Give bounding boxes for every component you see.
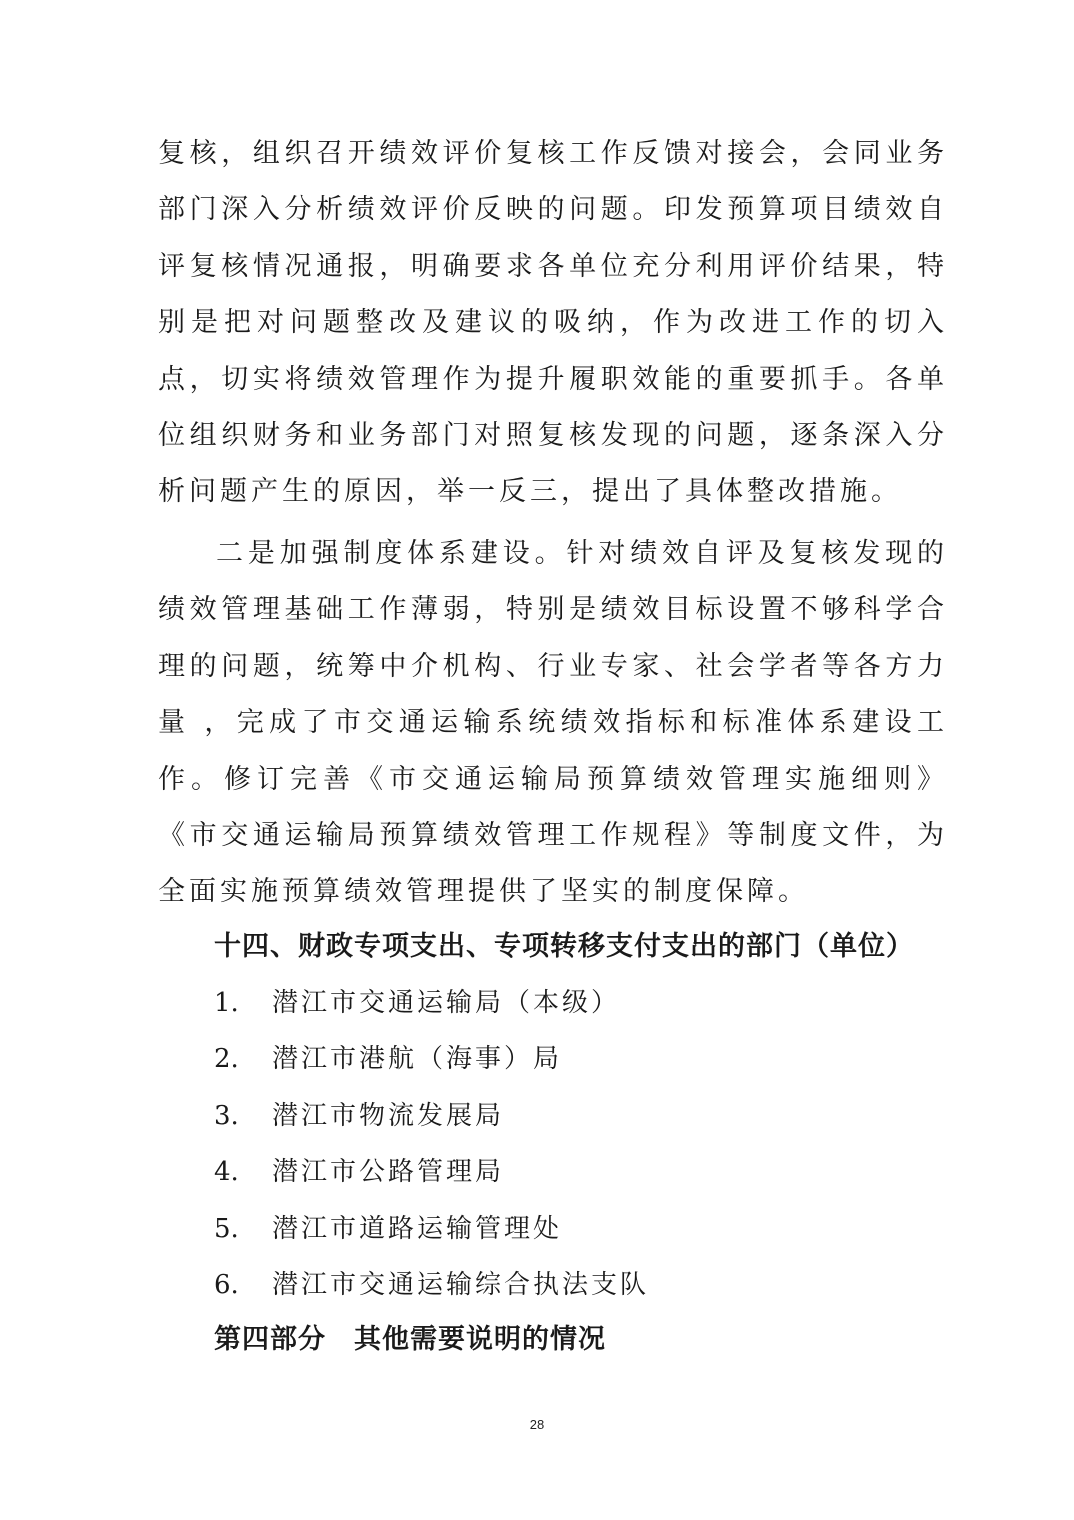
list-item-text: 潜江市交通运输局（本级） — [272, 988, 621, 1018]
list-item — [214, 1039, 562, 1079]
list-item — [214, 1096, 504, 1136]
list-item-number: 1. — [214, 988, 239, 1018]
list-item-number: 5. — [214, 1214, 239, 1244]
list-item — [214, 1209, 562, 1249]
body-paragraph-system-building: 二是加强制度体系建设。针对绩效自评及复核发现的绩效管理基础工作薄弱，特别是绩效目标设置不够科学合理的问题，统筹中介机构、行业专家、社会学者等各方力量 ，完成了市交通运输系统绩效指标和标准体系建设工作。修订完善《市交通运输局预算绩效管理实施细则》《市交通运输局预算绩效管理工作规程》等制度文件，为全面实施预算绩效管理提供了坚实的制度保障。 — [158, 538, 948, 908]
list-item — [214, 983, 620, 1023]
list-item-number: 2. — [214, 1044, 239, 1074]
list-item-text: 潜江市公路管理局 — [272, 1157, 505, 1187]
part-heading-other-notes: 第四部分 其他需要说明的情况 — [214, 1324, 606, 1355]
list-item-text: 潜江市港航（海事）局 — [272, 1044, 563, 1074]
list-item-text: 潜江市交通运输综合执法支队 — [272, 1270, 650, 1300]
list-item-text: 潜江市物流发展局 — [272, 1101, 505, 1131]
list-item-number: 3. — [214, 1101, 239, 1131]
list-item — [214, 1152, 504, 1192]
body-paragraph-review: 复核，组织召开绩效评价复核工作反馈对接会，会同业务部门深入分析绩效评价反映的问题。印发预算项目绩效自评复核情况通报，明确要求各单位充分利用评价结果，特别是把对问题整改及建议的吸纳，作为改进工作的切入点，切实将绩效管理作为提升履职效能的重要抓手。各单位组织财务和业务部门对照复核发现的问题，逐条深入分析问题产生的原因，举一反三，提出了具体整改措施。 — [158, 138, 948, 508]
section-heading-special-expenditure: 十四、财政专项支出、专项转移支付支出的部门（单位） — [214, 931, 914, 962]
list-item-text: 潜江市道路运输管理处 — [272, 1214, 563, 1244]
list-item-number: 4. — [214, 1157, 239, 1187]
page-number: 28 — [529, 1417, 545, 1432]
list-item-number: 6. — [214, 1270, 239, 1300]
list-item — [214, 1265, 649, 1305]
